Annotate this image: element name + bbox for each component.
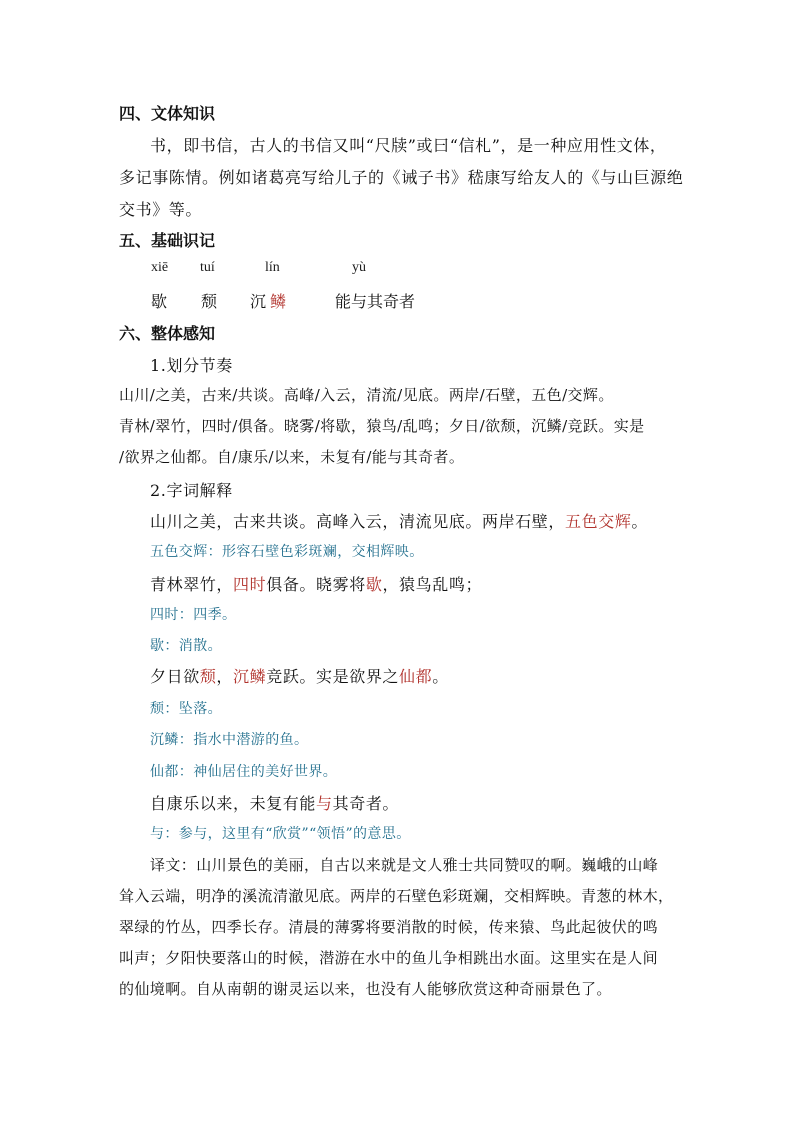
text-segment: ， <box>216 667 234 686</box>
text-segment: 其奇者。 <box>332 794 400 813</box>
text-segment: 竞跃。实是欲界之 <box>266 667 400 686</box>
translation-line: 的仙境啊。自从南朝的谢灵运以来，也没有人能够欣赏这种奇丽景色了。 <box>119 980 612 998</box>
vocab-character: 沉 <box>250 292 267 311</box>
pinyin-annotation: tuí <box>200 260 215 275</box>
vocab-character: 歇 <box>151 292 168 311</box>
highlighted-term: 五色交辉 <box>565 512 632 531</box>
annotation-note: 歇：消散。 <box>150 638 222 654</box>
highlighted-term: 与 <box>316 794 333 813</box>
subheading-word-explanation: 2.字词解释 <box>150 481 233 500</box>
highlighted-term: 颓 <box>199 667 217 686</box>
annotation-note: 颓：坠落。 <box>150 701 222 717</box>
annotation-note: 五色交辉：形容石壁色彩斑斓，交相辉映。 <box>150 544 424 560</box>
translation-line: 叫声；夕阳快要落山的时候，潜游在水中的鱼儿争相跳出水面。这里实在是人间 <box>119 949 659 967</box>
paragraph-line: 多记事陈情。例如诸葛亮写给儿子的《诫子书》嵇康写给友人的《与山巨源绝 <box>119 168 684 187</box>
text-segment: 夕日欲 <box>150 667 200 686</box>
highlighted-term: 歇 <box>365 575 383 594</box>
rhythm-line: /欲界之仙都。自/康乐/以来，未复有/能与其奇者。 <box>119 448 465 466</box>
highlighted-term: 四时 <box>233 575 267 594</box>
text-segment: ，猿鸟乱鸣； <box>382 575 483 594</box>
vocab-character: 颓 <box>201 292 218 311</box>
source-text-line <box>150 664 449 687</box>
pinyin-annotation: lín <box>265 260 280 275</box>
section-heading-style-knowledge: 四、文体知识 <box>119 104 216 123</box>
source-text-line <box>150 572 482 595</box>
highlighted-term: 仙都 <box>399 667 433 686</box>
highlighted-term: 沉鳞 <box>233 667 267 686</box>
text-segment: 山川之美，古来共谈。高峰入云，清流见底。两岸石壁， <box>150 512 566 531</box>
vocab-phrase: 能与其奇者 <box>335 292 416 311</box>
subheading-rhythm: 1.划分节奏 <box>150 356 233 375</box>
annotation-note: 仙都：神仙居住的美好世界。 <box>150 764 338 780</box>
paragraph-line: 书，即书信，古人的书信又叫“尺牍”或曰“信札”，是一种应用性文体， <box>150 136 667 155</box>
rhythm-line: 山川/之美，古来/共谈。高峰/入云，清流/见底。两岸/石壁，五色/交辉。 <box>119 386 614 404</box>
translation-line: 耸入云端，明净的溪流清澈见底。两岸的石壁色彩斑斓，交相辉映。青葱的林木， <box>119 887 674 905</box>
vocab-character-highlight: 鳞 <box>270 292 287 311</box>
paragraph-line: 交书》等。 <box>119 200 203 219</box>
section-heading-overall-perception: 六、整体感知 <box>119 324 216 343</box>
annotation-note: 四时：四季。 <box>150 607 237 623</box>
annotation-note: 沉鳞：指水中潜游的鱼。 <box>150 732 309 748</box>
source-text-line <box>150 509 648 532</box>
text-segment: 。 <box>631 512 649 531</box>
text-segment: 青林翠竹， <box>150 575 234 594</box>
translation-line: 译文：山川景色的美丽，自古以来就是文人雅士共同赞叹的啊。巍峨的山峰 <box>150 856 659 874</box>
pinyin-annotation: xiē <box>151 260 169 275</box>
annotation-note: 与：参与，这里有“欣赏”“领悟”的意思。 <box>150 826 411 842</box>
translation-line: 翠绿的竹丛，四季长存。清晨的薄雾将要消散的时候，传来猿、鸟此起彼伏的鸣 <box>119 918 659 936</box>
text-segment: 。 <box>432 667 449 686</box>
rhythm-line: 青林/翠竹，四时/俱备。晓雾/将歇，猿鸟/乱鸣；夕日/欲颓，沉鳞/竞跃。实是 <box>119 417 645 435</box>
text-segment: 自康乐以来，未复有能 <box>150 794 317 813</box>
source-text-line <box>150 791 399 814</box>
section-heading-basic-memorization: 五、基础识记 <box>119 231 216 250</box>
text-segment: 俱备。晓雾将 <box>266 575 366 594</box>
pinyin-annotation: yù <box>352 260 366 275</box>
